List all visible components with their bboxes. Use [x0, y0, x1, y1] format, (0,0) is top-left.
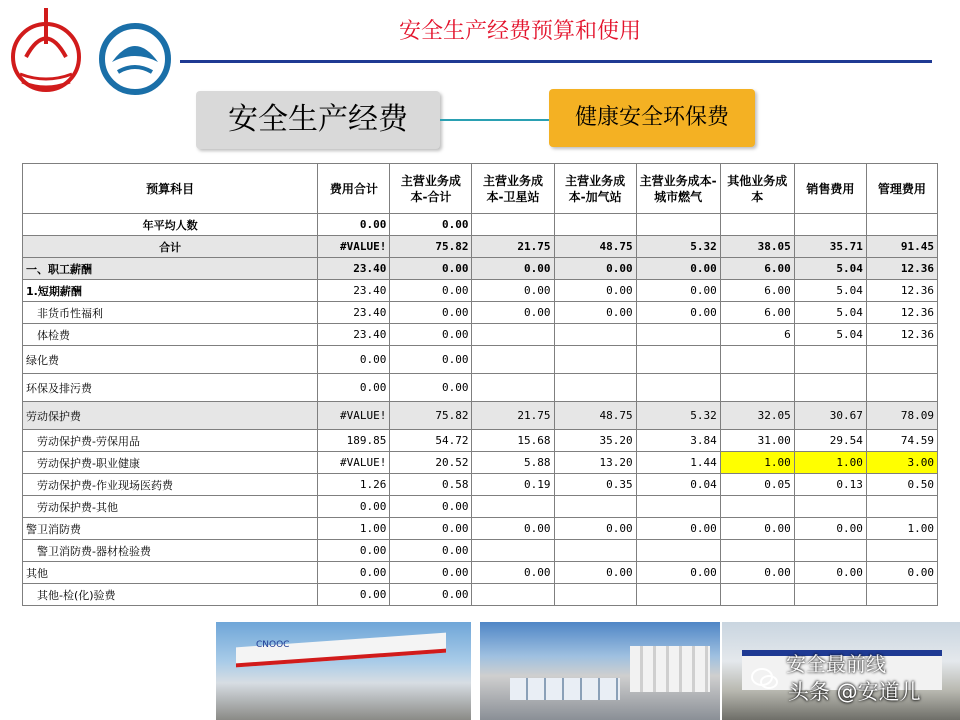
row-label: 劳动保护费-职业健康 [23, 452, 318, 474]
table-cell: 1.44 [636, 452, 720, 474]
table-cell [472, 374, 554, 402]
table-cell: #VALUE! [318, 452, 390, 474]
table-cell: 23.40 [318, 280, 390, 302]
table-cell: 0.00 [794, 518, 866, 540]
row-label: 劳动保护费-作业现场医药费 [23, 474, 318, 496]
table-cell [720, 374, 794, 402]
table-cell: 6 [720, 324, 794, 346]
table-cell: 15.68 [472, 430, 554, 452]
table-cell [866, 540, 937, 562]
table-row [23, 496, 938, 518]
table-cell: 0.00 [794, 562, 866, 584]
emblem-icon [98, 22, 172, 96]
table-cell [866, 374, 937, 402]
table-cell: 12.36 [866, 302, 937, 324]
table-cell [554, 374, 636, 402]
table-cell: 5.04 [794, 258, 866, 280]
table-cell: 21.75 [472, 402, 554, 430]
safety-fund-box: 安全生产经费 [196, 91, 440, 149]
table-cell: 0.00 [390, 214, 472, 236]
table-cell: 0.00 [866, 562, 937, 584]
table-cell [554, 324, 636, 346]
gas-station-photo: CNOOC [216, 622, 471, 720]
table-cell: 20.52 [390, 452, 472, 474]
table-cell: 0.00 [318, 346, 390, 374]
table-cell: 0.35 [554, 474, 636, 496]
col-header: 其他业务成本 [720, 164, 794, 214]
chat-icon [750, 664, 780, 694]
table-cell: 6.00 [720, 258, 794, 280]
row-label: 其他 [23, 562, 318, 584]
table-cell: 23.40 [318, 302, 390, 324]
col-header: 预算科目 [23, 164, 318, 214]
table-cell: 0.00 [554, 302, 636, 324]
table-cell: 1.00 [794, 452, 866, 474]
table-row [23, 236, 938, 258]
table-cell: 5.32 [636, 402, 720, 430]
row-label: 一、职工薪酬 [23, 258, 318, 280]
table-cell [472, 346, 554, 374]
col-header: 主营业务成本-合计 [390, 164, 472, 214]
row-label: 劳动保护费-其他 [23, 496, 318, 518]
table-cell: 0.00 [390, 584, 472, 606]
row-label: 绿化费 [23, 346, 318, 374]
col-header: 销售费用 [794, 164, 866, 214]
table-cell: 0.19 [472, 474, 554, 496]
col-header: 费用合计 [318, 164, 390, 214]
table-cell [554, 346, 636, 374]
table-cell: 0.00 [472, 562, 554, 584]
table-cell: 29.54 [794, 430, 866, 452]
table-cell [472, 214, 554, 236]
table-cell: 35.20 [554, 430, 636, 452]
table-row [23, 474, 938, 496]
table-row [23, 214, 938, 236]
table-cell: 0.00 [318, 584, 390, 606]
table-cell [472, 584, 554, 606]
lng-station-photo [480, 622, 720, 720]
title-rule [180, 60, 932, 63]
table-cell [636, 346, 720, 374]
table-cell: 0.00 [390, 258, 472, 280]
table-cell: 54.72 [390, 430, 472, 452]
watermark-line1: 安全最前线 [786, 652, 886, 676]
row-label: 1.短期薪酬 [23, 280, 318, 302]
table-row [23, 258, 938, 280]
table-cell: 6.00 [720, 280, 794, 302]
table-cell: 48.75 [554, 236, 636, 258]
table-cell: #VALUE! [318, 402, 390, 430]
table-cell: 1.00 [866, 518, 937, 540]
table-cell: 0.04 [636, 474, 720, 496]
row-label: 年平均人数 [23, 214, 318, 236]
table-cell: 0.00 [720, 518, 794, 540]
col-header: 管理费用 [866, 164, 937, 214]
table-cell: #VALUE! [318, 236, 390, 258]
table-row [23, 324, 938, 346]
table-row [23, 562, 938, 584]
row-label: 体检费 [23, 324, 318, 346]
table-cell: 35.71 [794, 236, 866, 258]
table-cell: 0.00 [472, 518, 554, 540]
table-row [23, 584, 938, 606]
table-cell: 0.00 [390, 518, 472, 540]
table-cell: 0.00 [554, 258, 636, 280]
table-cell: 0.00 [636, 562, 720, 584]
table-cell: 5.88 [472, 452, 554, 474]
table-cell [720, 584, 794, 606]
table-cell: 1.00 [318, 518, 390, 540]
table-cell: 0.00 [390, 302, 472, 324]
table-cell [554, 496, 636, 518]
table-cell: 1.26 [318, 474, 390, 496]
table-cell: 0.00 [318, 214, 390, 236]
table-row [23, 452, 938, 474]
table-cell: 0.00 [318, 540, 390, 562]
table-row [23, 430, 938, 452]
table-cell: 74.59 [866, 430, 937, 452]
table-cell: 21.75 [472, 236, 554, 258]
table-cell [636, 374, 720, 402]
row-label: 警卫消防费-器材检验费 [23, 540, 318, 562]
table-cell: 5.04 [794, 280, 866, 302]
table-cell [636, 584, 720, 606]
table-cell: 3.84 [636, 430, 720, 452]
row-label: 合计 [23, 236, 318, 258]
table-cell: 0.00 [472, 280, 554, 302]
table-cell: 0.00 [390, 280, 472, 302]
table-row [23, 402, 938, 430]
table-cell: 5.04 [794, 324, 866, 346]
table-cell: 0.58 [390, 474, 472, 496]
table-cell [720, 496, 794, 518]
table-cell: 5.32 [636, 236, 720, 258]
cnooc-logo [8, 2, 92, 102]
table-cell [636, 214, 720, 236]
table-cell: 48.75 [554, 402, 636, 430]
table-cell: 0.50 [866, 474, 937, 496]
table-cell [720, 214, 794, 236]
table-cell: 0.00 [390, 324, 472, 346]
table-cell: 0.00 [472, 302, 554, 324]
table-cell: 13.20 [554, 452, 636, 474]
table-cell [866, 496, 937, 518]
table-cell: 0.00 [390, 496, 472, 518]
table-cell: 12.36 [866, 324, 937, 346]
row-label: 环保及排污费 [23, 374, 318, 402]
row-label: 其他-检(化)验费 [23, 584, 318, 606]
table-cell [554, 540, 636, 562]
table-cell [472, 324, 554, 346]
table-cell: 0.00 [636, 518, 720, 540]
table-cell: 0.00 [636, 302, 720, 324]
table-cell: 0.00 [720, 562, 794, 584]
table-cell [472, 496, 554, 518]
table-cell: 30.67 [794, 402, 866, 430]
table-cell: 5.04 [794, 302, 866, 324]
table-cell: 23.40 [318, 258, 390, 280]
table-cell: 0.00 [318, 374, 390, 402]
table-cell [720, 346, 794, 374]
row-label: 非货币性福利 [23, 302, 318, 324]
table-cell [794, 540, 866, 562]
table-cell: 91.45 [866, 236, 937, 258]
table-cell [794, 346, 866, 374]
table-header-row [23, 164, 938, 214]
table-cell [866, 346, 937, 374]
table-cell: 23.40 [318, 324, 390, 346]
table-cell [794, 496, 866, 518]
table-cell: 75.82 [390, 236, 472, 258]
table-cell: 0.00 [636, 280, 720, 302]
table-cell: 75.82 [390, 402, 472, 430]
col-header: 主营业务成本-卫星站 [472, 164, 554, 214]
table-cell: 12.36 [866, 280, 937, 302]
table-cell: 0.00 [318, 496, 390, 518]
budget-table [22, 163, 938, 606]
table-cell [554, 214, 636, 236]
table-cell: 0.00 [554, 280, 636, 302]
table-cell: 0.00 [554, 518, 636, 540]
table-cell: 0.00 [472, 258, 554, 280]
watermark-line2: 头条 @安道儿 [788, 680, 921, 704]
table-row [23, 518, 938, 540]
table-cell [794, 214, 866, 236]
connector-line [440, 119, 552, 121]
table-cell: 0.00 [390, 540, 472, 562]
table-cell [554, 584, 636, 606]
page-title: 安全生产经费预算和使用 [398, 19, 641, 44]
table-cell: 0.00 [554, 562, 636, 584]
table-cell: 12.36 [866, 258, 937, 280]
table-cell: 31.00 [720, 430, 794, 452]
table-cell: 0.00 [390, 374, 472, 402]
row-label: 劳动保护费 [23, 402, 318, 430]
table-cell: 1.00 [720, 452, 794, 474]
table-row [23, 374, 938, 402]
table-cell: 0.05 [720, 474, 794, 496]
col-header: 主营业务成本-城市燃气 [636, 164, 720, 214]
table-cell: 0.00 [390, 562, 472, 584]
table-cell [794, 584, 866, 606]
table-cell [794, 374, 866, 402]
table-cell [472, 540, 554, 562]
table-cell: 0.00 [318, 562, 390, 584]
table-row [23, 302, 938, 324]
table-row [23, 540, 938, 562]
row-label: 警卫消防费 [23, 518, 318, 540]
col-header: 主营业务成本-加气站 [554, 164, 636, 214]
table-cell [636, 496, 720, 518]
table-cell [636, 540, 720, 562]
table-cell: 6.00 [720, 302, 794, 324]
table-cell: 38.05 [720, 236, 794, 258]
table-cell: 0.00 [636, 258, 720, 280]
row-label: 劳动保护费-劳保用品 [23, 430, 318, 452]
hse-fee-box: 健康安全环保费 [549, 89, 755, 147]
table-cell: 3.00 [866, 452, 937, 474]
table-cell: 0.13 [794, 474, 866, 496]
table-cell [636, 324, 720, 346]
table-cell: 78.09 [866, 402, 937, 430]
table-row [23, 346, 938, 374]
table-row [23, 280, 938, 302]
table-cell [866, 214, 937, 236]
table-cell: 0.00 [390, 346, 472, 374]
table-cell [720, 540, 794, 562]
table-cell: 32.05 [720, 402, 794, 430]
table-cell [866, 584, 937, 606]
table-cell: 189.85 [318, 430, 390, 452]
